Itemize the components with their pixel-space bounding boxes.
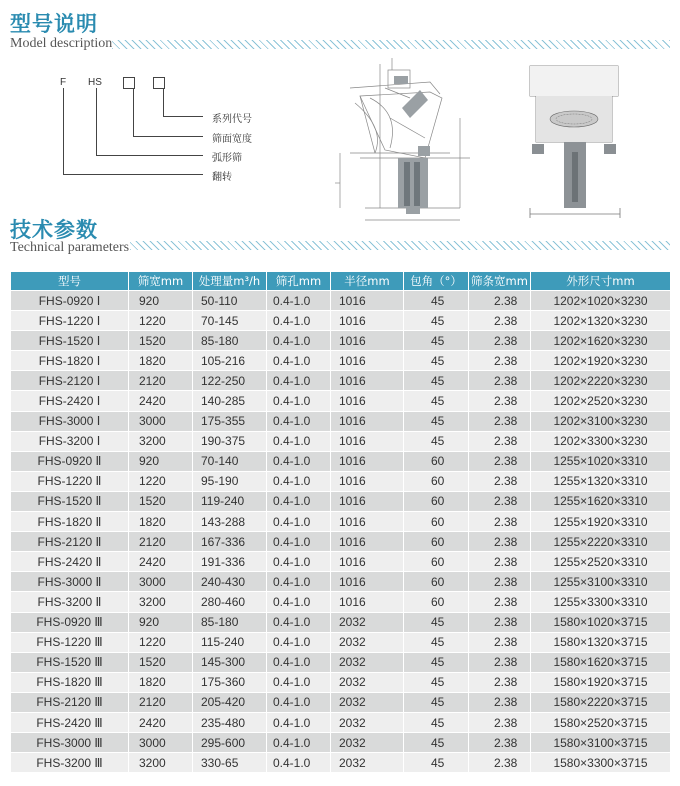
table-row <box>11 512 671 532</box>
cell-dimensions: 1580×1020×3715 <box>531 612 671 632</box>
cell-capacity: 295-600 <box>193 733 267 753</box>
cell-bar-width: 2.38 <box>469 491 531 511</box>
cell-model: FHS-0920 Ⅲ <box>11 612 129 632</box>
cell-radius: 1016 <box>331 351 404 371</box>
cell-aperture: 0.4-1.0 <box>267 672 331 692</box>
header-capacity: 处理量m³/h <box>193 272 267 291</box>
cell-dimensions: 1202×1020×3230 <box>531 291 671 311</box>
cell-capacity: 95-190 <box>193 471 267 491</box>
cell-model: FHS-2120 Ⅱ <box>11 532 129 552</box>
cell-dimensions: 1255×2520×3310 <box>531 552 671 572</box>
cell-bar-width: 2.38 <box>469 311 531 331</box>
cell-bar-width: 2.38 <box>469 552 531 572</box>
cell-model: FHS-1220 Ⅲ <box>11 632 129 652</box>
cell-radius: 2032 <box>331 712 404 732</box>
cell-model: FHS-1220 Ⅰ <box>11 311 129 331</box>
table-row <box>11 311 671 331</box>
cell-model: FHS-3000 Ⅱ <box>11 572 129 592</box>
cell-model: FHS-1820 Ⅰ <box>11 351 129 371</box>
table-row <box>11 592 671 612</box>
cell-width: 3200 <box>129 431 193 451</box>
cell-aperture: 0.4-1.0 <box>267 733 331 753</box>
cell-radius: 2032 <box>331 692 404 712</box>
cell-aperture: 0.4-1.0 <box>267 592 331 612</box>
cell-capacity: 280-460 <box>193 592 267 612</box>
cell-capacity: 330-65 <box>193 753 267 773</box>
cell-width: 1520 <box>129 652 193 672</box>
cell-dimensions: 1202×3100×3230 <box>531 411 671 431</box>
cell-radius: 1016 <box>331 552 404 572</box>
cell-capacity: 240-430 <box>193 572 267 592</box>
cell-bar-width: 2.38 <box>469 712 531 732</box>
cell-width: 3000 <box>129 733 193 753</box>
leader-line <box>63 174 203 175</box>
cell-aperture: 0.4-1.0 <box>267 391 331 411</box>
cell-aperture: 0.4-1.0 <box>267 512 331 532</box>
cell-model: FHS-3200 Ⅱ <box>11 592 129 612</box>
leader-line <box>133 136 203 137</box>
leader-line <box>163 88 164 116</box>
cell-model: FHS-2120 Ⅰ <box>11 371 129 391</box>
table-row <box>11 411 671 431</box>
cell-capacity: 105-216 <box>193 351 267 371</box>
cell-radius: 1016 <box>331 471 404 491</box>
table-row <box>11 692 671 712</box>
technical-parameters-table <box>10 271 671 773</box>
cell-model: FHS-1220 Ⅱ <box>11 471 129 491</box>
cell-dimensions: 1580×2220×3715 <box>531 692 671 712</box>
cell-dimensions: 1580×3300×3715 <box>531 753 671 773</box>
cell-radius: 2032 <box>331 733 404 753</box>
table-row <box>11 491 671 511</box>
cell-angle: 60 <box>404 512 469 532</box>
table-row <box>11 652 671 672</box>
cell-capacity: 175-360 <box>193 672 267 692</box>
cell-angle: 60 <box>404 552 469 572</box>
leader-line <box>163 116 203 117</box>
header-width: 筛宽mm <box>129 272 193 291</box>
cell-dimensions: 1580×3100×3715 <box>531 733 671 753</box>
cell-angle: 45 <box>404 692 469 712</box>
cell-capacity: 50-110 <box>193 291 267 311</box>
cell-width: 3000 <box>129 572 193 592</box>
cell-radius: 2032 <box>331 612 404 632</box>
cell-width: 3200 <box>129 592 193 612</box>
header-model: 型号 <box>11 272 129 291</box>
cell-bar-width: 2.38 <box>469 371 531 391</box>
cell-width: 2120 <box>129 692 193 712</box>
leader-line <box>63 88 64 174</box>
cell-capacity: 85-180 <box>193 612 267 632</box>
table-row <box>11 733 671 753</box>
cell-width: 2120 <box>129 371 193 391</box>
cell-angle: 45 <box>404 712 469 732</box>
cell-aperture: 0.4-1.0 <box>267 753 331 773</box>
cell-angle: 60 <box>404 592 469 612</box>
cell-width: 1520 <box>129 491 193 511</box>
cell-angle: 45 <box>404 431 469 451</box>
cell-dimensions: 1202×1920×3230 <box>531 351 671 371</box>
cell-radius: 1016 <box>331 331 404 351</box>
cell-angle: 60 <box>404 491 469 511</box>
table-row <box>11 471 671 491</box>
cell-dimensions: 1255×1920×3310 <box>531 512 671 532</box>
cell-angle: 60 <box>404 532 469 552</box>
leader-line <box>96 155 203 156</box>
cell-width: 1220 <box>129 311 193 331</box>
cell-radius: 1016 <box>331 391 404 411</box>
cell-bar-width: 2.38 <box>469 411 531 431</box>
cell-angle: 45 <box>404 733 469 753</box>
cell-angle: 45 <box>404 291 469 311</box>
cell-width: 1820 <box>129 512 193 532</box>
cell-radius: 1016 <box>331 411 404 431</box>
cell-dimensions: 1580×1620×3715 <box>531 652 671 672</box>
cell-angle: 45 <box>404 391 469 411</box>
header-bar-width: 筛条宽mm <box>469 272 531 291</box>
cell-dimensions: 1580×1920×3715 <box>531 672 671 692</box>
cell-bar-width: 2.38 <box>469 512 531 532</box>
cell-width: 2420 <box>129 712 193 732</box>
cell-bar-width: 2.38 <box>469 291 531 311</box>
cell-aperture: 0.4-1.0 <box>267 311 331 331</box>
cell-aperture: 0.4-1.0 <box>267 331 331 351</box>
cell-bar-width: 2.38 <box>469 753 531 773</box>
cell-width: 1220 <box>129 632 193 652</box>
cell-angle: 60 <box>404 451 469 471</box>
section-subtitle-params: Technical parameters <box>10 240 130 255</box>
cell-width: 1520 <box>129 331 193 351</box>
cell-model: FHS-2420 Ⅱ <box>11 552 129 572</box>
cell-radius: 1016 <box>331 592 404 612</box>
cell-width: 3000 <box>129 411 193 431</box>
cell-model: FHS-1820 Ⅲ <box>11 672 129 692</box>
cell-angle: 60 <box>404 471 469 491</box>
cell-dimensions: 1202×1320×3230 <box>531 311 671 331</box>
cell-capacity: 190-375 <box>193 431 267 451</box>
cell-capacity: 122-250 <box>193 371 267 391</box>
cell-aperture: 0.4-1.0 <box>267 351 331 371</box>
cell-dimensions: 1255×3300×3310 <box>531 592 671 612</box>
cell-capacity: 143-288 <box>193 512 267 532</box>
cell-angle: 45 <box>404 331 469 351</box>
cell-aperture: 0.4-1.0 <box>267 471 331 491</box>
cell-model: FHS-3200 Ⅲ <box>11 753 129 773</box>
model-desc-width: 筛面宽度 <box>212 134 252 145</box>
model-desc-series: 系列代号 <box>212 114 252 125</box>
cell-dimensions: 1580×1320×3715 <box>531 632 671 652</box>
cell-model: FHS-2420 Ⅲ <box>11 712 129 732</box>
cell-aperture: 0.4-1.0 <box>267 532 331 552</box>
cell-capacity: 119-240 <box>193 491 267 511</box>
cell-radius: 2032 <box>331 652 404 672</box>
table-row <box>11 391 671 411</box>
cell-angle: 45 <box>404 672 469 692</box>
cell-bar-width: 2.38 <box>469 331 531 351</box>
cell-angle: 45 <box>404 632 469 652</box>
cell-dimensions: 1202×2520×3230 <box>531 391 671 411</box>
cell-bar-width: 2.38 <box>469 431 531 451</box>
section-subtitle-model: Model description <box>10 36 113 51</box>
cell-model: FHS-3200 Ⅰ <box>11 431 129 451</box>
table-row <box>11 712 671 732</box>
cell-angle: 45 <box>404 411 469 431</box>
cell-radius: 2032 <box>331 753 404 773</box>
dashed-divider <box>112 40 670 49</box>
cell-model: FHS-3000 Ⅰ <box>11 411 129 431</box>
dashed-divider <box>130 241 670 250</box>
cell-width: 2420 <box>129 552 193 572</box>
cell-angle: 45 <box>404 311 469 331</box>
model-letter-f: F <box>60 77 67 88</box>
cell-capacity: 175-355 <box>193 411 267 431</box>
model-desc-sieve: 弧形筛 <box>212 153 242 164</box>
header-angle: 包角（°） <box>404 272 469 291</box>
cell-bar-width: 2.38 <box>469 652 531 672</box>
cell-aperture: 0.4-1.0 <box>267 712 331 732</box>
cell-capacity: 145-300 <box>193 652 267 672</box>
cell-bar-width: 2.38 <box>469 692 531 712</box>
cell-model: FHS-1520 Ⅱ <box>11 491 129 511</box>
cell-width: 920 <box>129 451 193 471</box>
table-row <box>11 291 671 311</box>
cell-bar-width: 2.38 <box>469 612 531 632</box>
cell-radius: 1016 <box>331 451 404 471</box>
leader-line <box>96 88 97 155</box>
cell-capacity: 167-336 <box>193 532 267 552</box>
cell-radius: 1016 <box>331 311 404 331</box>
header-radius: 半径mm <box>331 272 404 291</box>
cell-width: 2120 <box>129 532 193 552</box>
cell-radius: 1016 <box>331 532 404 552</box>
cell-dimensions: 1202×3300×3230 <box>531 431 671 451</box>
cell-angle: 45 <box>404 371 469 391</box>
cell-capacity: 70-140 <box>193 451 267 471</box>
cell-aperture: 0.4-1.0 <box>267 612 331 632</box>
cell-model: FHS-0920 Ⅰ <box>11 291 129 311</box>
cell-radius: 1016 <box>331 512 404 532</box>
table-row <box>11 331 671 351</box>
cell-radius: 1016 <box>331 371 404 391</box>
table-row <box>11 672 671 692</box>
model-desc-flip: 翻转 <box>212 172 232 183</box>
cell-aperture: 0.4-1.0 <box>267 692 331 712</box>
cell-model: FHS-0920 Ⅱ <box>11 451 129 471</box>
cell-angle: 60 <box>404 572 469 592</box>
cell-model: FHS-1820 Ⅱ <box>11 512 129 532</box>
cell-width: 920 <box>129 612 193 632</box>
cell-capacity: 70-145 <box>193 311 267 331</box>
cell-angle: 45 <box>404 351 469 371</box>
table-row <box>11 351 671 371</box>
cell-bar-width: 2.38 <box>469 451 531 471</box>
cell-radius: 1016 <box>331 572 404 592</box>
cell-capacity: 85-180 <box>193 331 267 351</box>
cell-radius: 1016 <box>331 291 404 311</box>
table-row <box>11 552 671 572</box>
cell-model: FHS-1520 Ⅰ <box>11 331 129 351</box>
section-title-model: 型号说明 <box>10 12 98 36</box>
leader-line <box>133 88 134 136</box>
header-aperture: 筛孔mm <box>267 272 331 291</box>
cell-aperture: 0.4-1.0 <box>267 451 331 471</box>
cell-width: 920 <box>129 291 193 311</box>
cell-model: FHS-3000 Ⅲ <box>11 733 129 753</box>
table-row <box>11 753 671 773</box>
cell-width: 1220 <box>129 471 193 491</box>
cell-bar-width: 2.38 <box>469 672 531 692</box>
cell-bar-width: 2.38 <box>469 532 531 552</box>
model-letter-hs: HS <box>88 77 102 88</box>
cell-dimensions: 1580×2520×3715 <box>531 712 671 732</box>
cell-bar-width: 2.38 <box>469 733 531 753</box>
cell-dimensions: 1255×3100×3310 <box>531 572 671 592</box>
cell-dimensions: 1202×2220×3230 <box>531 371 671 391</box>
cell-aperture: 0.4-1.0 <box>267 491 331 511</box>
table-row <box>11 612 671 632</box>
cell-aperture: 0.4-1.0 <box>267 411 331 431</box>
model-code-diagram <box>40 70 300 200</box>
cell-radius: 1016 <box>331 491 404 511</box>
cell-aperture: 0.4-1.0 <box>267 572 331 592</box>
cell-bar-width: 2.38 <box>469 391 531 411</box>
cell-bar-width: 2.38 <box>469 471 531 491</box>
cell-angle: 45 <box>404 652 469 672</box>
cell-model: FHS-2120 Ⅲ <box>11 692 129 712</box>
cell-bar-width: 2.38 <box>469 351 531 371</box>
cell-width: 2420 <box>129 391 193 411</box>
cell-aperture: 0.4-1.0 <box>267 632 331 652</box>
cell-aperture: 0.4-1.0 <box>267 431 331 451</box>
cell-width: 3200 <box>129 753 193 773</box>
cell-dimensions: 1202×1620×3230 <box>531 331 671 351</box>
cell-aperture: 0.4-1.0 <box>267 371 331 391</box>
cell-capacity: 140-285 <box>193 391 267 411</box>
front-view-drawing <box>528 62 628 224</box>
cell-bar-width: 2.38 <box>469 592 531 612</box>
cell-bar-width: 2.38 <box>469 632 531 652</box>
section-title-params: 技术参数 <box>10 218 98 242</box>
table-row <box>11 371 671 391</box>
cell-capacity: 235-480 <box>193 712 267 732</box>
cell-radius: 2032 <box>331 672 404 692</box>
cell-dimensions: 1255×1020×3310 <box>531 451 671 471</box>
cell-model: FHS-1520 Ⅲ <box>11 652 129 672</box>
cell-capacity: 205-420 <box>193 692 267 712</box>
table-row <box>11 532 671 552</box>
cell-bar-width: 2.38 <box>469 572 531 592</box>
cell-aperture: 0.4-1.0 <box>267 291 331 311</box>
cell-aperture: 0.4-1.0 <box>267 652 331 672</box>
table-row <box>11 451 671 471</box>
header-dimensions: 外形尺寸mm <box>531 272 671 291</box>
cell-angle: 45 <box>404 753 469 773</box>
cell-model: FHS-2420 Ⅰ <box>11 391 129 411</box>
table-row <box>11 632 671 652</box>
cell-capacity: 191-336 <box>193 552 267 572</box>
cell-width: 1820 <box>129 672 193 692</box>
cell-dimensions: 1255×2220×3310 <box>531 532 671 552</box>
table-header-row <box>11 272 671 291</box>
cell-capacity: 115-240 <box>193 632 267 652</box>
table-row <box>11 431 671 451</box>
side-view-drawing <box>330 58 510 226</box>
cell-angle: 45 <box>404 612 469 632</box>
cell-radius: 1016 <box>331 431 404 451</box>
cell-dimensions: 1255×1320×3310 <box>531 471 671 491</box>
cell-width: 1820 <box>129 351 193 371</box>
cell-aperture: 0.4-1.0 <box>267 552 331 572</box>
table-row <box>11 572 671 592</box>
cell-radius: 2032 <box>331 632 404 652</box>
cell-dimensions: 1255×1620×3310 <box>531 491 671 511</box>
